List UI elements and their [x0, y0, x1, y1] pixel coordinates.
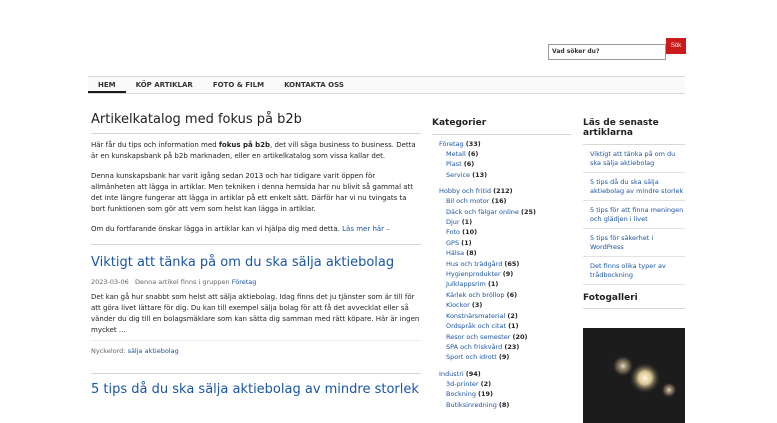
nav-item-home[interactable]: HEM: [88, 77, 126, 93]
nav-item-contact[interactable]: KONTAKTA OSS: [284, 81, 344, 89]
category-count: (65): [504, 259, 520, 268]
category-count: (25): [520, 207, 536, 216]
latest-article-link[interactable]: 5 tips då du ska sälja aktiebolag av mindre storlek: [590, 178, 684, 195]
article-item: [91, 382, 421, 397]
category-count: (8): [498, 400, 510, 409]
category-count: (1): [461, 238, 472, 247]
gallery-photo[interactable]: [583, 328, 685, 423]
subcategory-link[interactable]: Metall: [446, 150, 466, 158]
subcategory-link[interactable]: Hus och trädgård: [446, 259, 503, 268]
latest-article-link[interactable]: 5 tips för säkerhet i WordPress: [590, 234, 654, 251]
category-count: (3): [471, 301, 483, 310]
category-list: [432, 139, 572, 410]
search-input[interactable]: [548, 44, 666, 60]
latest-articles-list: [583, 145, 685, 285]
category-count: (6): [506, 290, 518, 299]
subcategory-link[interactable]: Hygienprodukter: [446, 270, 501, 279]
subcategory-item: [446, 311, 572, 321]
read-more-link[interactable]: Läs mer här –: [342, 225, 390, 233]
category-count: (2): [507, 311, 518, 320]
subcategory-link[interactable]: 3d-printer: [446, 379, 479, 388]
subcategory-link[interactable]: Djur: [446, 218, 460, 227]
subcategory-item: [446, 300, 572, 310]
subcategory-item: [446, 159, 572, 169]
article-item: [91, 255, 421, 355]
category-count: (212): [493, 187, 513, 196]
category-count: (1): [461, 218, 473, 227]
subcategory-item: [446, 238, 572, 248]
category-link[interactable]: Företag: [439, 140, 464, 148]
category-count: (10): [462, 228, 478, 237]
subcategory-item: [446, 332, 572, 342]
subcategory-link[interactable]: Service: [446, 170, 471, 179]
subcategory-link[interactable]: Bockning: [446, 390, 476, 399]
article-meta: [91, 278, 421, 286]
subcategory-item: [446, 389, 572, 399]
intro-text: [91, 140, 421, 235]
subcategory-item: [446, 279, 572, 289]
category-count: (16): [491, 197, 507, 206]
subcategory-item: [446, 196, 572, 206]
article-keywords: [91, 340, 421, 355]
category-count: (20): [512, 332, 528, 341]
subcategory-item: [446, 149, 572, 159]
subcategory-link[interactable]: Klockor: [446, 301, 470, 310]
latest-article-link[interactable]: 5 tips för att finna meningen och glädjen i livet: [590, 206, 684, 223]
latest-articles-title: Läs de senaste artiklarna: [583, 118, 685, 145]
category-count: (33): [465, 140, 481, 148]
subcategory-item: [446, 227, 572, 237]
latest-articles-sidebar: [583, 118, 685, 309]
latest-article-item: [583, 173, 685, 201]
subcategory-link[interactable]: Julklappsrim: [446, 280, 486, 289]
subcategory-link[interactable]: Foto: [446, 228, 461, 237]
page-title: Artikelkatalog med fokus på b2b: [91, 112, 421, 134]
category-count: (1): [508, 322, 519, 331]
keywords-label: Nyckelord:: [91, 347, 126, 355]
subcategory-link[interactable]: Bil och motor: [446, 197, 490, 206]
category-count: (2): [480, 379, 492, 388]
categories-sidebar: [432, 118, 572, 416]
category-count: (8): [466, 249, 477, 258]
category-count: (6): [467, 150, 479, 158]
subcategory-item: [446, 170, 572, 180]
subcategory-item: [446, 379, 572, 389]
subcategory-item: [446, 400, 572, 410]
subcategory-item: [446, 269, 572, 279]
category-group: [432, 186, 572, 363]
subcategory-link[interactable]: Resor och semester: [446, 332, 511, 341]
nav-item-photo-film[interactable]: FOTO & FILM: [212, 81, 265, 89]
article-excerpt: Det kan gå hur snabbt som helst att sälja aktiebolag. Idag finns det ju tjänster som är till för att göra livet lättare för dig. Du kan till exempel sälja bolag för att få det avvecklat eller så vänder du dig till en bolagsmäklare som kan sätta dig samman med rätt köpare. Här är ingen mycket ...: [91, 293, 420, 334]
subcategory-link[interactable]: Sport och idrott: [446, 353, 497, 362]
subcategory-link[interactable]: Konstnärsmaterial: [446, 311, 506, 320]
subcategory-item: [446, 321, 572, 331]
latest-article-item: [583, 257, 685, 285]
category-link[interactable]: Hobby och fritid: [439, 187, 492, 196]
latest-article-link[interactable]: Viktigt att tänka på om du ska sälja aktiebolag: [590, 150, 676, 167]
category-group: [432, 139, 572, 180]
intro-paragraph-1: Här får du tips och information med fokus på b2b, det vill säga business to business. Detta är en kunskapsbank på b2b marknaden, eller en artikelkatalog som vissa kallar det.: [91, 141, 416, 160]
subcategory-link[interactable]: GPS: [446, 238, 460, 247]
category-count: (19): [478, 390, 494, 399]
keyword-link[interactable]: sälja aktiebolag: [127, 347, 179, 355]
subcategory-item: [446, 290, 572, 300]
category-count: (6): [463, 160, 475, 169]
subcategory-item: [446, 217, 572, 227]
subcategory-link[interactable]: SPA och friskvård: [446, 342, 503, 351]
category-group: [432, 369, 572, 410]
latest-article-link[interactable]: Det finns olika typer av trådbockning: [590, 262, 666, 279]
subcategory-link[interactable]: Ordspråk och citat: [446, 322, 506, 331]
category-count: (9): [502, 270, 514, 279]
article-date: 2023-03-06: [91, 278, 129, 286]
latest-article-item: [583, 145, 685, 173]
subcategory-item: [446, 207, 572, 217]
category-count: (9): [498, 353, 510, 362]
search-button[interactable]: Sök: [666, 38, 686, 54]
intro-paragraph-3: Om du fortfarande önskar lägga in artiklar kan vi hjälpa dig med detta. Läs mer här –: [91, 225, 390, 233]
category-link[interactable]: Industri: [439, 369, 464, 378]
category-count: (23): [504, 342, 520, 351]
subcategory-item: [446, 259, 572, 269]
category-count: (13): [472, 170, 488, 179]
category-count: (94): [465, 369, 481, 378]
subcategory-item: [446, 248, 572, 258]
latest-article-item: [583, 229, 685, 257]
subcategory-link[interactable]: Hälsa: [446, 249, 465, 258]
category-count: (1): [487, 280, 499, 289]
subcategory-item: [446, 342, 572, 352]
subcategory-link[interactable]: Kärlek och bröllop: [446, 290, 505, 299]
search-form: [548, 38, 682, 60]
gallery-photo-image: [583, 328, 685, 423]
subcategory-link[interactable]: Butiksinredning: [446, 400, 497, 409]
intro-paragraph-2: Denna kunskapsbank har varit igång sedan 2013 och har tidigare varit öppen för allmänheten att lägga in artiklar. Men tekniken i denna hemsida har nu blivit så gammal att det inte längre fungerar att lägga in artiklar på ett enkelt sätt. Därför har vi nu tvingats ta bort funktionen som gör att vem som helst kan lägga in artiklar.: [91, 172, 414, 213]
article-group-link[interactable]: Företag: [231, 278, 257, 286]
main-content: [91, 112, 421, 405]
main-nav: [88, 76, 685, 94]
article-group-text: Denna artikel finns i gruppen: [134, 278, 230, 286]
photo-gallery-title: Fotogalleri: [583, 293, 685, 309]
subcategory-item: [446, 352, 572, 362]
latest-article-item: [583, 201, 685, 229]
article-title-link[interactable]: Viktigt att tänka på om du ska sälja aktiebolag: [91, 255, 395, 270]
nav-item-buy-articles[interactable]: KÖP ARTIKLAR: [135, 81, 193, 89]
subcategory-link[interactable]: Plast: [446, 160, 462, 169]
subcategory-link[interactable]: Däck och fälgar online: [446, 207, 519, 216]
article-title-link[interactable]: 5 tips då du ska sälja aktiebolag av mindre storlek: [91, 382, 419, 397]
categories-title: Kategorier: [432, 118, 572, 135]
